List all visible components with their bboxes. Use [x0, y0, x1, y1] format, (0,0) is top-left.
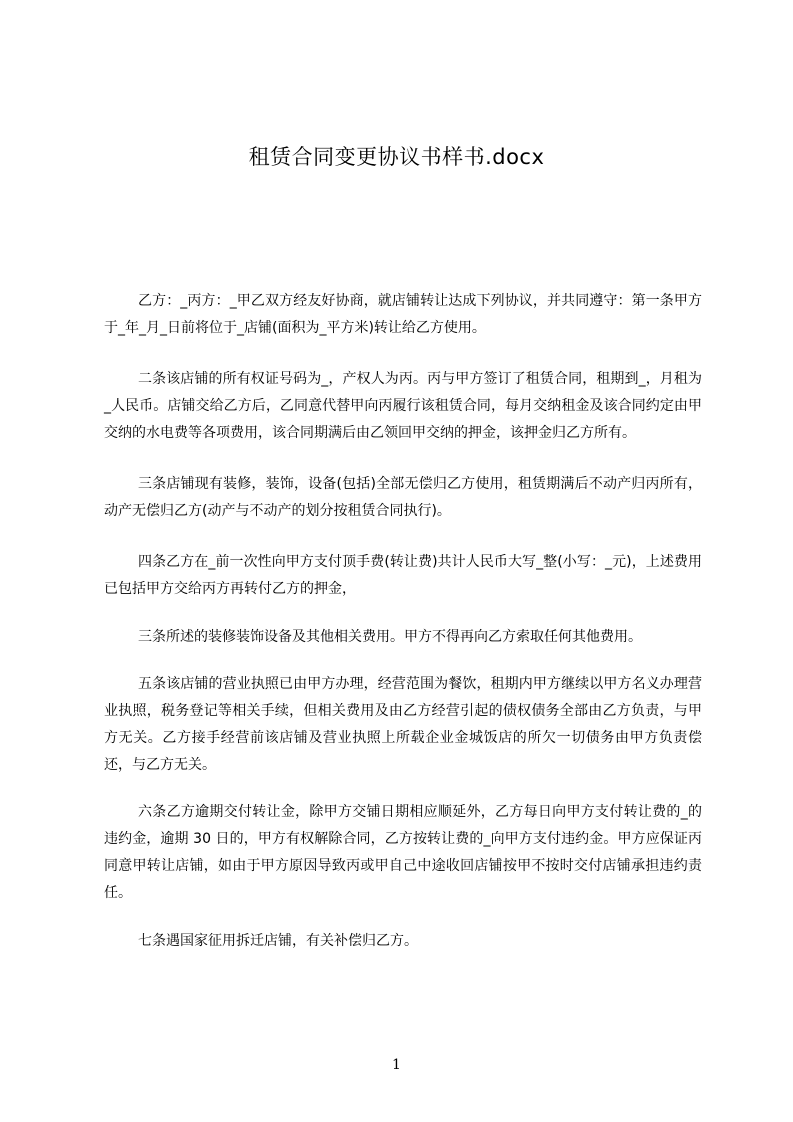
- page-number: 1: [392, 1057, 401, 1073]
- paragraph-article-4-continued: 三条所述的装修装饰设备及其他相关费用。甲方不得再向乙方索取任何其他费用。: [138, 629, 642, 645]
- document-body: [104, 288, 702, 955]
- paragraph-article-5: 五条该店铺的营业执照已由甲方办理，经营范围为餐饮，租期内甲方继续以甲方名义办理营业执照，税务登记等相关手续，但相关费用及由乙方经营引起的债权债务全部由乙方负责，与甲方无关。乙方接手经营前该店铺及营业执照上所载企业金城饭店的所欠一切债务由甲方负责偿还，与乙方无关。: [104, 676, 702, 773]
- paragraph-article-4: 四条乙方在_前一次性向甲方支付顶手费(转让费)共计人民币大写_整(小写：_元)，上述费用已包括甲方交给丙方再转付乙方的押金，: [104, 554, 702, 597]
- paragraph-article-2: 二条该店铺的所有权证号码为_，产权人为丙。丙与甲方签订了租赁合同，租期到_，月租为_人民币。店铺交给乙方后，乙同意代替甲向丙履行该租赁合同，每月交纳租金及该合同约定由甲交纳的水电费等各项费用，该合同期满后由乙领回甲交纳的押金，该押金归乙方所有。: [104, 371, 702, 441]
- paragraph-article-7: 七条遇国家征用拆迁店铺，有关补偿归乙方。: [138, 933, 418, 949]
- document-title: 租赁合同变更协议书样书.docx: [248, 145, 545, 169]
- paragraph-intro-article-1: 乙方：_丙方：_甲乙双方经友好协商，就店铺转让达成下列协议，并共同遵守：第一条甲方于_年_月_日前将位于_店铺(面积为_平方米)转让给乙方使用。: [104, 293, 702, 336]
- paragraph-article-6: 六条乙方逾期交付转让金，除甲方交铺日期相应顺延外，乙方每日向甲方支付转让费的_的违约金，逾期 30 日的，甲方有权解除合同，乙方按转让费的_向甲方支付违约金。甲方应保证丙同意甲转让店铺，如由于甲方原因导致丙或甲自己中途收回店铺按甲不按时交付店铺承担违约责任。: [104, 804, 702, 901]
- paragraph-article-3: 三条店铺现有装修，装饰，设备(包括)全部无偿归乙方使用，租赁期满后不动产归丙所有，动产无偿归乙方(动产与不动产的划分按租赁合同执行)。: [104, 476, 702, 519]
